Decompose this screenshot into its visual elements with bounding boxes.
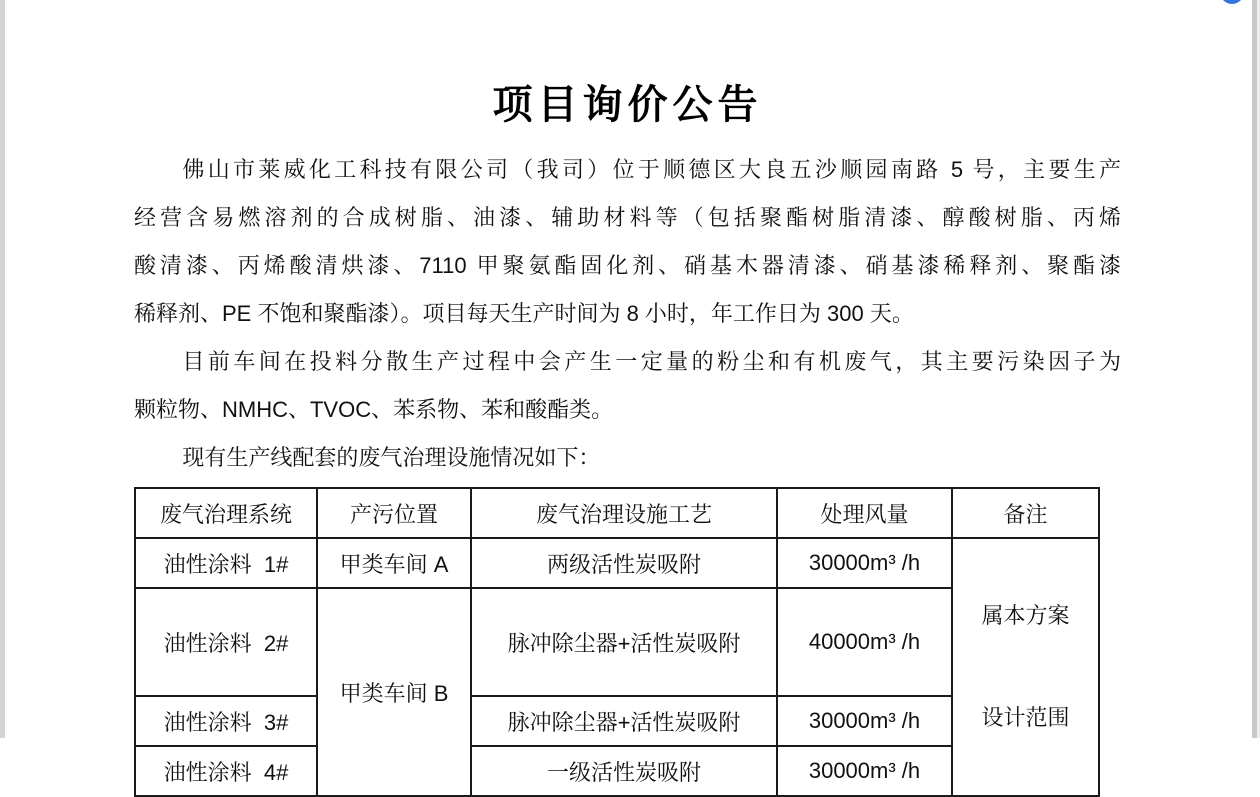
scrollbar-track[interactable] bbox=[1252, 0, 1260, 738]
cell-location-a: 甲类车间 A bbox=[317, 538, 471, 588]
remark-line2: 设计范围 bbox=[981, 705, 1070, 730]
cell-system-3: 油性涂料 3# bbox=[135, 696, 317, 746]
document-title: 项目询价公告 bbox=[492, 83, 763, 127]
scrollbar-thumb[interactable] bbox=[1252, 0, 1257, 738]
document-page bbox=[134, 0, 1121, 797]
cell-airflow-3: 30000m³ /h bbox=[777, 696, 952, 746]
paragraph1-line1: 佛山市莱威化工科技有限公司（我司）位于顺德区大良五沙顺园南路 5 号，主要生产 bbox=[182, 157, 1121, 182]
paragraph1-line4: 稀释剂、PE 不饱和聚酯漆）。项目每天生产时间为 8 小时，年工作日为 300 天。 bbox=[134, 301, 914, 326]
header-location: 产污位置 bbox=[317, 488, 471, 538]
cell-airflow-2: 40000m³ /h bbox=[777, 588, 952, 696]
paragraph2-line1: 目前车间在投料分散生产过程中会产生一定量的粉尘和有机废气，其主要污染因子为 bbox=[182, 349, 1121, 374]
cell-location-b-merged: 甲类车间 B bbox=[317, 588, 471, 796]
floating-action-button[interactable] bbox=[1220, 0, 1244, 4]
cell-airflow-1: 30000m³ /h bbox=[777, 538, 952, 588]
cell-process-1: 两级活性炭吸附 bbox=[471, 538, 777, 588]
cell-airflow-4: 30000m³ /h bbox=[777, 746, 952, 796]
paragraph1-line2: 经营含易燃溶剂的合成树脂、油漆、辅助材料等（包括聚酯树脂清漆、醇酸树脂、丙烯 bbox=[134, 205, 1121, 230]
paragraph1-line3: 酸清漆、丙烯酸清烘漆、7110 甲聚氨酯固化剂、硝基木器清漆、硝基漆稀释剂、聚酯漆 bbox=[134, 253, 1121, 278]
cell-system-1: 油性涂料 1# bbox=[135, 538, 317, 588]
cell-process-2: 脉冲除尘器+活性炭吸附 bbox=[471, 588, 777, 696]
table-header-row bbox=[135, 488, 1099, 538]
header-remark: 备注 bbox=[952, 488, 1099, 538]
table-row bbox=[135, 538, 1099, 588]
header-airflow: 处理风量 bbox=[777, 488, 952, 538]
cell-remark-merged bbox=[952, 538, 1099, 796]
cell-process-3: 脉冲除尘器+活性炭吸附 bbox=[471, 696, 777, 746]
cell-system-2: 油性涂料 2# bbox=[135, 588, 317, 696]
paragraph2-line2: 颗粒物、NMHC、TVOC、苯系物、苯和酸酯类。 bbox=[134, 397, 614, 422]
document-body bbox=[134, 146, 1121, 482]
paragraph3-line1: 现有生产线配套的废气治理设施情况如下： bbox=[182, 445, 601, 470]
header-system: 废气治理系统 bbox=[135, 488, 317, 538]
treatment-facilities-table bbox=[134, 487, 1100, 797]
remark-line1: 属本方案 bbox=[981, 603, 1070, 628]
cell-system-4: 油性涂料 4# bbox=[135, 746, 317, 796]
header-process: 废气治理设施工艺 bbox=[471, 488, 777, 538]
cell-process-4: 一级活性炭吸附 bbox=[471, 746, 777, 796]
window-edge-left bbox=[0, 0, 5, 738]
